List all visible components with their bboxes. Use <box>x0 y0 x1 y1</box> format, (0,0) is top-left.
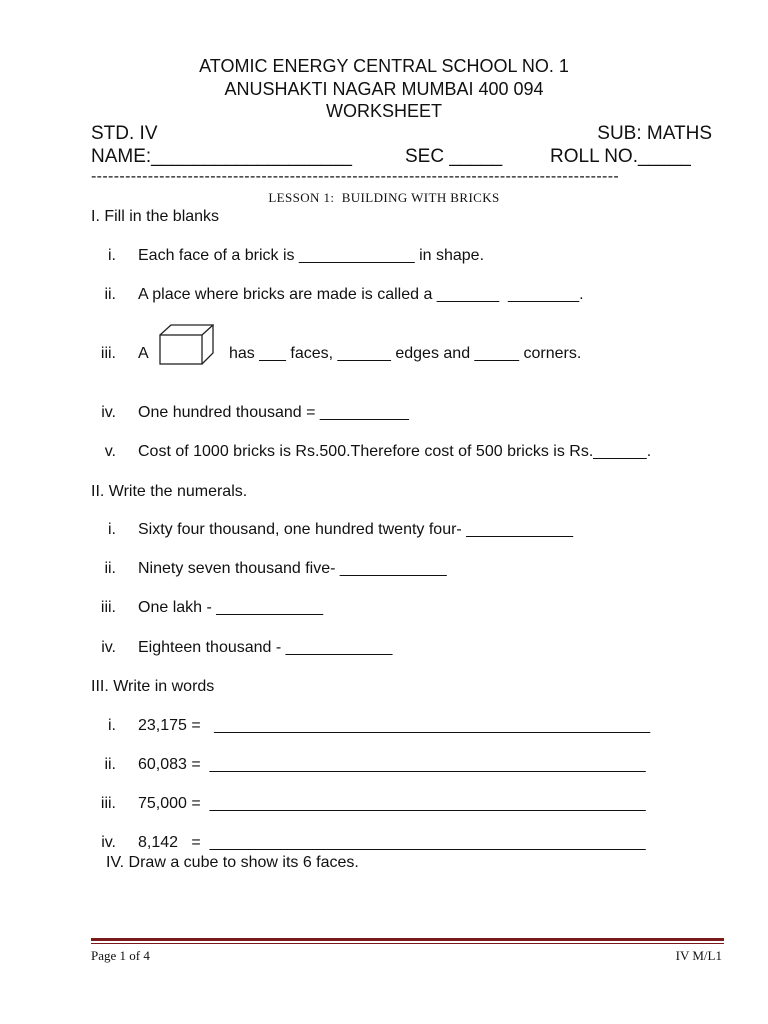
question-text: 23,175 = _________________________________________________ <box>138 717 651 734</box>
question-text: Ninety seven thousand five- ____________ <box>138 560 447 577</box>
worksheet-title: WORKSHEET <box>325 101 442 121</box>
question-text-prefix: A <box>138 345 149 362</box>
question-text: A place where bricks are made is called a _______ ________. <box>138 286 584 303</box>
item-number: ii. <box>104 560 116 577</box>
document-code: IV M/L1 <box>675 948 722 963</box>
name-field: NAME:___________________ <box>91 146 352 167</box>
section-field: SEC _____ <box>405 146 503 167</box>
question-text: Each face of a brick is _____________ in shape. <box>138 247 485 264</box>
footer-rule <box>91 938 724 941</box>
item-number: iv. <box>101 639 116 656</box>
question-text: Cost of 1000 bricks is Rs.500.Therefore cost of 500 bricks is Rs.______. <box>138 443 652 460</box>
question-text: Sixty four thousand, one hundred twenty four- ____________ <box>138 521 573 538</box>
item-number: iii. <box>100 795 116 812</box>
section-4-title: IV. Draw a cube to show its 6 faces. <box>106 854 359 871</box>
lesson-title: LESSON 1: BUILDING WITH BRICKS <box>268 190 500 205</box>
question-text: 75,000 = _________________________________________________ <box>138 795 646 812</box>
subject-label: SUB: MATHS <box>597 123 712 144</box>
section-1-title: I. Fill in the blanks <box>91 208 220 225</box>
item-number: iii. <box>100 599 116 616</box>
item-number: i. <box>108 717 116 734</box>
question-text: One hundred thousand = __________ <box>138 404 409 421</box>
dashed-divider: --------------------------------------------------------------------------------------------- <box>91 168 620 185</box>
question-text-suffix: has ___ faces, ______ edges and _____ corners. <box>229 345 582 362</box>
cuboid-brick-icon <box>158 322 214 366</box>
footer-rule-thin <box>91 943 724 944</box>
section-3-title: III. Write in words <box>91 678 215 695</box>
item-number: v. <box>104 443 116 460</box>
item-number: i. <box>108 247 116 264</box>
item-number: iv. <box>101 404 116 421</box>
item-number: iii. <box>100 345 116 362</box>
question-text: One lakh - ____________ <box>138 599 324 616</box>
roll-number-field: ROLL NO._____ <box>550 146 691 167</box>
section-2-title: II. Write the numerals. <box>91 483 248 500</box>
school-address: ANUSHAKTI NAGAR MUMBAI 400 094 <box>224 79 544 99</box>
school-name: ATOMIC ENERGY CENTRAL SCHOOL NO. 1 <box>199 56 569 76</box>
question-text: 8,142 = _________________________________________________ <box>138 834 646 851</box>
item-number: ii. <box>104 286 116 303</box>
item-number: iv. <box>101 834 116 851</box>
page-number: Page 1 of 4 <box>91 948 150 963</box>
item-number: ii. <box>104 756 116 773</box>
question-text: 60,083 = _________________________________________________ <box>138 756 646 773</box>
item-number: i. <box>108 521 116 538</box>
std-label: STD. IV <box>91 123 158 144</box>
question-text: Eighteen thousand - ____________ <box>138 639 393 656</box>
